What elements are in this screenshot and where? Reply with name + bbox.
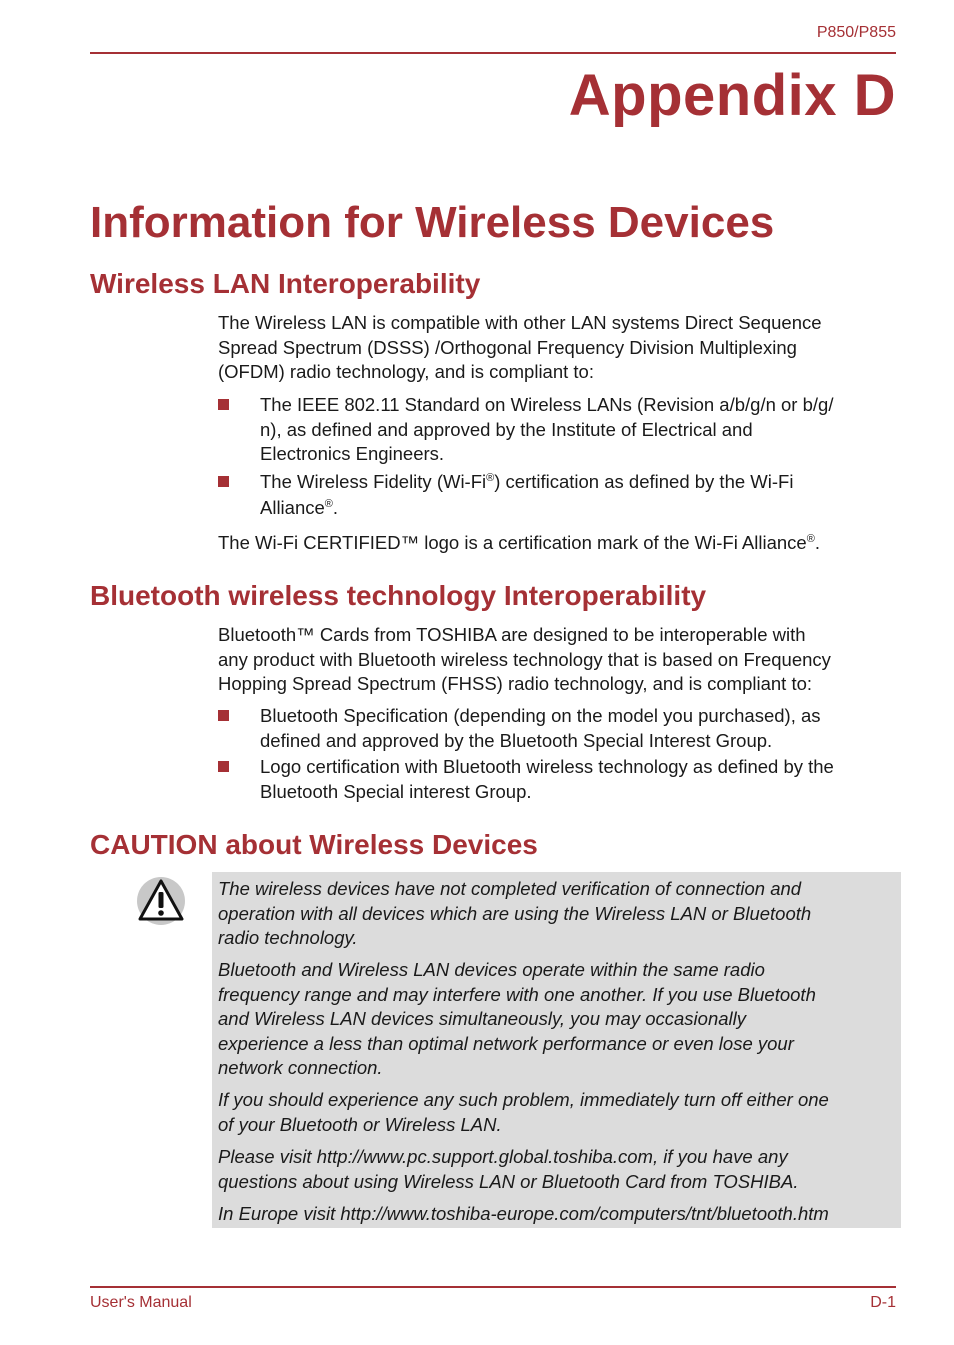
wlan-intro-line: The Wireless LAN is compatible with other LAN systems Direct Sequence xyxy=(218,312,822,333)
appendix-title: Appendix D xyxy=(568,63,896,128)
bullet-line: Electronics Engineers. xyxy=(260,443,445,464)
page-title: Information for Wireless Devices xyxy=(90,198,775,247)
bullet-square-icon xyxy=(218,476,229,487)
caution-line: The wireless devices have not completed verification of connection and xyxy=(218,878,802,899)
caution-line: frequency range and may interfere with one another. If you use Bluetooth xyxy=(218,983,816,1005)
bullet-line: Bluetooth Specification (depending on the model you purchased), as xyxy=(260,705,821,726)
bullet-square-icon xyxy=(218,710,229,721)
bullet-line: The IEEE 802.11 Standard on Wireless LANs (Revision a/b/g/n or b/g/ xyxy=(260,394,834,415)
bullet-line: n), as defined and approved by the Institute of Electrical and xyxy=(260,418,753,440)
bluetooth-bullet-logo xyxy=(218,755,898,804)
bullet-line: Bluetooth Special interest Group. xyxy=(260,780,532,802)
caution-line: and Wireless LAN devices simultaneously, you may occasionally xyxy=(218,1008,746,1029)
caution-paragraph xyxy=(218,1088,898,1137)
caution-line: Bluetooth and Wireless LAN devices operate within the same radio xyxy=(218,959,765,980)
wlan-intro-line: (OFDM) radio technology, and is compliant to: xyxy=(218,361,594,382)
bullet-line: The Wireless Fidelity (Wi-Fi®) certification as defined by the Wi-Fi xyxy=(260,471,794,492)
caution-paragraph xyxy=(218,1145,898,1194)
caution-line: operation with all devices which are using the Wireless LAN or Bluetooth xyxy=(218,902,812,924)
bullet-line: Logo certification with Bluetooth wireless technology as defined by the xyxy=(260,756,834,777)
caution-line: network connection. xyxy=(218,1057,383,1078)
caution-paragraph xyxy=(218,1202,898,1227)
caution-line: Please visit http://www.pc.support.global.toshiba.com, if you have any xyxy=(218,1146,788,1167)
caution-heading: CAUTION about Wireless Devices xyxy=(90,829,538,860)
bullet-square-icon xyxy=(218,399,229,410)
header-model: P850/P855 xyxy=(816,24,896,41)
page-number: D-1 xyxy=(870,1294,896,1311)
bluetooth-bullet-spec xyxy=(218,704,898,753)
caution-paragraph xyxy=(218,958,898,1081)
bluetooth-heading: Bluetooth wireless technology Interoperability xyxy=(90,580,707,611)
wlan-bullet-wifi xyxy=(218,470,898,520)
caution-line: experience a less than optimal network performance or even lose your xyxy=(218,1032,794,1054)
header-rule xyxy=(90,52,896,54)
caution-line: If you should experience any such problem, immediately turn off either one xyxy=(218,1089,829,1110)
footer-rule xyxy=(90,1286,896,1288)
caution-paragraph xyxy=(218,877,898,951)
wlan-intro xyxy=(218,311,898,385)
bluetooth-intro-line: any product with Bluetooth wireless technology that is based on Frequency xyxy=(218,648,831,670)
bullet-square-icon xyxy=(218,761,229,772)
caution-line: of your Bluetooth or Wireless LAN. xyxy=(218,1113,502,1135)
bullet-line: defined and approved by the Bluetooth Special Interest Group. xyxy=(260,729,773,751)
caution-line: questions about using Wireless LAN or Bluetooth Card from TOSHIBA. xyxy=(218,1170,799,1192)
wlan-heading: Wireless LAN Interoperability xyxy=(90,268,481,299)
warning-triangle-icon xyxy=(136,876,186,926)
caution-line: radio technology. xyxy=(218,927,358,948)
footer-manual-label: User's Manual xyxy=(90,1294,192,1311)
wlan-intro-line: Spread Spectrum (DSSS) /Orthogonal Frequency Division Multiplexing xyxy=(218,336,797,358)
bluetooth-intro-line: Bluetooth™ Cards from TOSHIBA are designed to be interoperable with xyxy=(218,624,806,645)
bullet-line: Alliance®. xyxy=(260,496,339,518)
wlan-bullet-ieee xyxy=(218,393,898,467)
bluetooth-intro xyxy=(218,623,898,697)
bluetooth-intro-line: Hopping Spread Spectrum (FHSS) radio technology, and is compliant to: xyxy=(218,673,813,694)
caution-line: In Europe visit http://www.toshiba-europe.com/computers/tnt/bluetooth.htm xyxy=(218,1203,829,1224)
wifi-certified-note: The Wi-Fi CERTIFIED™ logo is a certification mark of the Wi-Fi Alliance®. xyxy=(218,532,820,553)
